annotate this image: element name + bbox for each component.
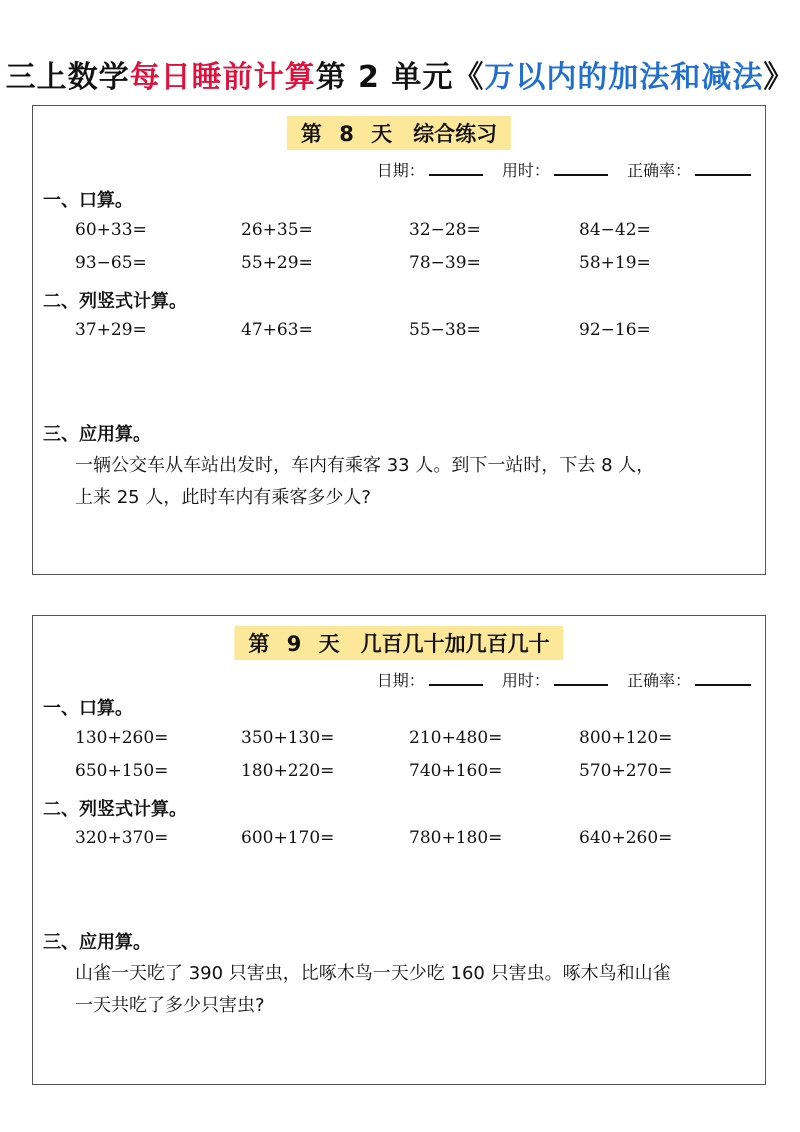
title-daily: 每日睡前计算 [129, 60, 316, 95]
problem-cell: 26+35= [241, 220, 313, 240]
problem-cell: 740+160= [409, 761, 503, 781]
day-title: 第 8 天 综合练习 [287, 116, 511, 150]
oral-row [75, 761, 755, 787]
word-problem-line: 山雀一天吃了 390 只害虫，比啄木鸟一天少吃 160 只害虫。啄木鸟和山雀 [75, 963, 671, 984]
title-grade: 三上数学 [5, 60, 130, 95]
problem-cell: 320+370= [75, 828, 169, 848]
problem-cell: 84−42= [579, 220, 651, 240]
problem-cell: 210+480= [409, 728, 503, 748]
problem-cell: 55+29= [241, 253, 313, 273]
problem-cell: 350+130= [241, 728, 335, 748]
time-label: 用时： [501, 671, 550, 690]
day-8-card [32, 105, 766, 575]
problem-cell: 800+120= [579, 728, 673, 748]
word-problem [75, 958, 755, 1022]
section-oral: 一、口算。 [43, 190, 133, 211]
problem-cell: 55−38= [409, 320, 481, 340]
oral-row [75, 253, 755, 279]
date-label: 日期： [376, 161, 425, 180]
meta-row [377, 668, 751, 691]
section-vertical: 二、列竖式计算。 [43, 799, 187, 820]
word-problem-line: 一天共吃了多少只害虫? [75, 995, 265, 1016]
oral-row [75, 728, 755, 754]
problem-cell: 47+63= [241, 320, 313, 340]
accuracy-blank[interactable] [695, 670, 751, 686]
vertical-row [75, 320, 755, 346]
section-oral: 一、口算。 [43, 698, 133, 719]
title-unit: 第 2 单元《 [315, 60, 485, 95]
meta-row [377, 158, 751, 181]
title-close: 》 [763, 60, 795, 95]
word-problem-line: 上来 25 人，此时车内有乘客多少人? [75, 487, 371, 508]
title-topic: 万以内的加法和减法 [484, 60, 764, 95]
date-blank[interactable] [429, 670, 483, 686]
accuracy-label: 正确率： [626, 671, 691, 690]
word-problem-line: 一辆公交车从车站出发时，车内有乘客 33 人。到下一站时，下去 8 人， [75, 455, 655, 476]
date-blank[interactable] [429, 160, 483, 176]
problem-cell: 180+220= [241, 761, 335, 781]
problem-cell: 93−65= [75, 253, 147, 273]
oral-row [75, 220, 755, 246]
section-vertical: 二、列竖式计算。 [43, 291, 187, 312]
problem-cell: 92−16= [579, 320, 651, 340]
problem-cell: 640+260= [579, 828, 673, 848]
problem-cell: 600+170= [241, 828, 335, 848]
section-application: 三、应用算。 [43, 424, 151, 445]
problem-cell: 37+29= [75, 320, 147, 340]
date-label: 日期： [376, 671, 425, 690]
accuracy-blank[interactable] [695, 160, 751, 176]
problem-cell: 32−28= [409, 220, 481, 240]
word-problem [75, 450, 755, 514]
problem-cell: 650+150= [75, 761, 169, 781]
time-blank[interactable] [554, 670, 608, 686]
day-title: 第 9 天 几百几十加几百几十 [234, 626, 563, 660]
page-title [0, 52, 800, 96]
time-blank[interactable] [554, 160, 608, 176]
problem-cell: 780+180= [409, 828, 503, 848]
problem-cell: 130+260= [75, 728, 169, 748]
problem-cell: 570+270= [579, 761, 673, 781]
section-application: 三、应用算。 [43, 932, 151, 953]
accuracy-label: 正确率： [626, 161, 691, 180]
problem-cell: 58+19= [579, 253, 651, 273]
vertical-row [75, 828, 755, 854]
problem-cell: 78−39= [409, 253, 481, 273]
time-label: 用时： [501, 161, 550, 180]
problem-cell: 60+33= [75, 220, 147, 240]
day-9-card [32, 615, 766, 1085]
